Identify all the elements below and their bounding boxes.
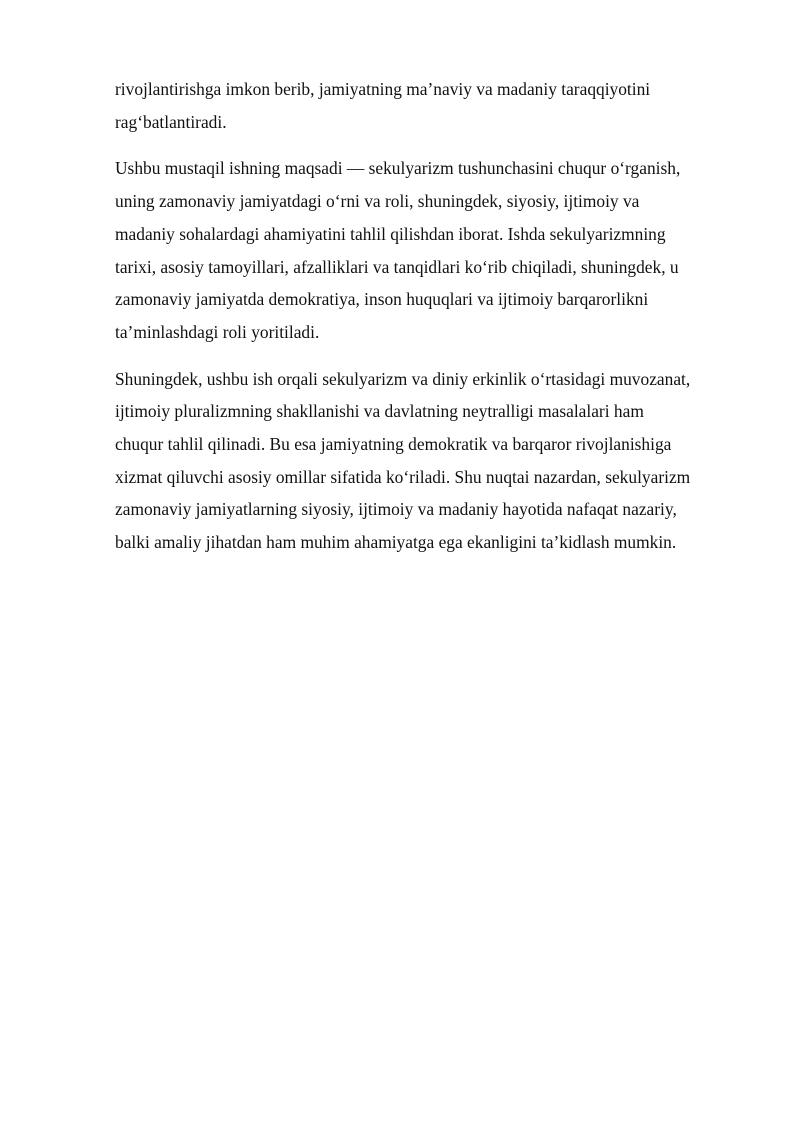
paragraph-line: madaniy sohalardagi ahamiyatini tahlil qilishdan iborat. Ishda sekulyarizmning <box>115 223 666 244</box>
paragraph-line: ta’minlashdagi roli yoritiladi. <box>115 321 320 342</box>
paragraph-line: zamonaviy jamiyatda demokratiya, inson huquqlari va ijtimoiy barqarorlikni <box>115 289 649 310</box>
paragraph-line: balki amaliy jihatdan ham muhim ahamiyatga ega ekanligini ta’kidlash mumkin. <box>115 532 677 553</box>
paragraph-line: ijtimoiy pluralizmning shakllanishi va davlatning neytralligi masalalari ham <box>115 401 644 422</box>
document-body <box>115 73 755 559</box>
paragraph-line: Shuningdek, ushbu ish orqali sekulyarizm va diniy erkinlik o‘rtasidagi muvozanat, <box>115 368 691 389</box>
paragraph-2 <box>115 152 755 348</box>
paragraph-line: uning zamonaviy jamiyatdagi o‘rni va roli, shuningdek, siyosiy, ijtimoiy va <box>115 191 640 212</box>
paragraph-line: rivojlantirishga imkon berib, jamiyatning ma’naviy va madaniy taraqqiyotini <box>115 79 651 99</box>
paragraph-line: zamonaviy jamiyatlarning siyosiy, ijtimoiy va madaniy hayotida nafaqat nazariy, <box>115 499 677 520</box>
paragraph-line: xizmat qiluvchi asosiy omillar sifatida ko‘riladi. Shu nuqtai nazardan, sekulyarizm <box>115 466 691 487</box>
paragraph-line: tarixi, asosiy tamoyillari, afzalliklari va tanqidlari ko‘rib chiqiladi, shuningdek, u <box>115 256 679 277</box>
paragraph-line: chuqur tahlil qilinadi. Bu esa jamiyatning demokratik va barqaror rivojlanishiga <box>115 434 672 455</box>
paragraph-line: Ushbu mustaqil ishning maqsadi — sekulyarizm tushunchasini chuqur o‘rganish, <box>115 158 681 179</box>
paragraph-3 <box>115 363 755 559</box>
paragraph-line: rag‘batlantiradi. <box>115 111 227 132</box>
paragraph-1 <box>115 73 755 138</box>
